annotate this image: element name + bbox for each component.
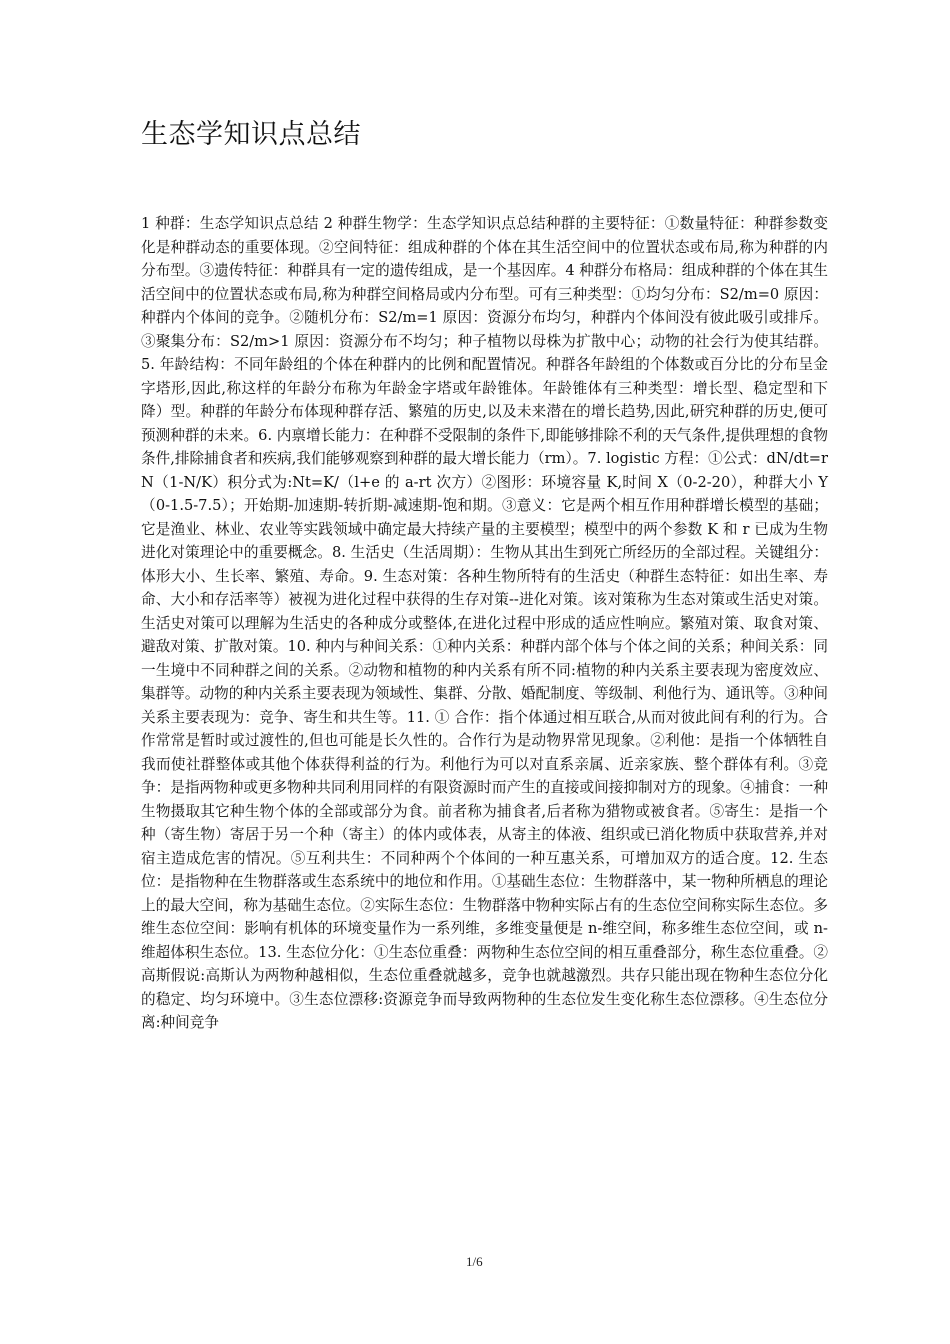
document-title: 生态学知识点总结 — [141, 119, 361, 150]
page-number: 1/6 — [466, 1254, 483, 1269]
document-body-paragraph: 1 种群：生态学知识点总结 2 种群生物学：生态学知识点总结种群的主要特征：①数量特征：种群参数变化是种群动态的重要体现。②空间特征：组成种群的个体在其生活空间中的位置状态或布局,称为种群的内分布型。③遗传特征：种群具有一定的遗传组成，是一个基因库。4 种群分布格局：组成种群的个体在其生活空间中的位置状态或布局,称为种群空间格局或内分布型。可有三种类型：①均匀分布：S2/m=0 原因：种群内个体间的竞争。②随机分布：S2/m=1 原因：资源分布均匀，种群内个体间没有彼此吸引或排斥。③聚集分布：S2/m>1 原因：资源分布不均匀；种子植物以母株为扩散中心；动物的社会行为使其结群。5. 年龄结构：不同年龄组的个体在种群内的比例和配置情况。种群各年龄组的个体数或百分比的分布呈金字塔形,因此,称这样的年龄分布称为年龄金字塔或年龄锥体。年龄锥体有三种类型：增长型、稳定型和下降）型。种群的年龄分布体现种群存活、繁殖的历史,以及未来潜在的增长趋势,因此,研究种群的历史,便可预测种群的未来。6. 内禀增长能力：在种群不受限制的条件下,即能够排除不利的天气条件,提供理想的食物条件,排除捕食者和疾病,我们能够观察到种群的最大增长能力（rm）。7. logistic 方程：①公式：dN/dt=rN（1-N/K）积分式为:Nt=K/（l+e 的 a-rt 次方）②图形：环境容量 K,时间 X（0-2-20），种群大小 Y（0-1.5-7.5）；开始期-加速期-转折期-减速期-饱和期。③意义：它是两个相互作用种群增长模型的基础；它是渔业、林业、农业等实践领域中确定最大持续产量的主要模型；模型中的两个参数 K 和 r 已成为生物进化对策理论中的重要概念。8. 生活史（生活周期）：生物从其出生到死亡所经历的全部过程。关键组分：体形大小、生长率、繁殖、寿命。9. 生态对策：各种生物所特有的生活史（种群生态特征：如出生率、寿命、大小和存活率等）被视为进化过程中获得的生存对策--进化对策。该对策称为生态对策或生活史对策。生活史对策可以理解为生活史的各种成分或整体,在进化过程中形成的适应性响应。繁殖对策、取食对策、避敌对策、扩散对策。10. 种内与种间关系：①种内关系：种群内部个体与个体之间的关系；种间关系：同一生境中不同种群之间的关系。②动物和植物的种内关系有所不同:植物的种内关系主要表现为密度效应、集群等。动物的种内关系主要表现为领域性、集群、分散、婚配制度、等级制、利他行为、通讯等。③种间关系主要表现为：竞争、寄生和共生等。11. ① 合作：指个体通过相互联合,从而对彼此间有利的行为。合作常常是暂时或过渡性的,但也可能是长久性的。合作行为是动物界常见现象。②利他：是指一个体牺牲自我而使社群整体或其他个体获得利益的行为。利他行为可以对直系亲属、近亲家族、整个群体有利。③竞争：是指两物种或更多物种共同利用同样的有限资源时而产生的直接或间接抑制对方的现象。④捕食：一种生物摄取其它种生物个体的全部或部分为食。前者称为捕食者,后者称为猎物或被食者。⑤寄生：是指一个种（寄生物）寄居于另一个种（寄主）的体内或体表，从寄主的体液、组织或已消化物质中获取营养,并对宿主造成危害的情况。⑤互利共生：不同种两个个体间的一种互惠关系，可增加双方的适合度。12. 生态位：是指物种在生物群落或生态系统中的地位和作用。①基础生态位：生物群落中，某一物种所栖息的理论上的最大空间，称为基础生态位。②实际生态位：生物群落中物种实际占有的生态位空间称实际生态位。多维生态位空间：影响有机体的环境变量作为一系列维，多维变量便是 n-维空间，称多维生态位空间，或 n-维超体积生态位。13. 生态位分化：①生态位重叠：两物种生态位空间的相互重叠部分，称生态位重叠。②高斯假说:高斯认为两物种越相似，生态位重叠就越多，竞争也就越激烈。共存只能出现在物种生态位分化的稳定、均匀环境中。③生态位漂移:资源竞争而导致两物种的生态位发生变化称生态位漂移。④生态位分离:种间竞争 — [141, 215, 828, 1031]
